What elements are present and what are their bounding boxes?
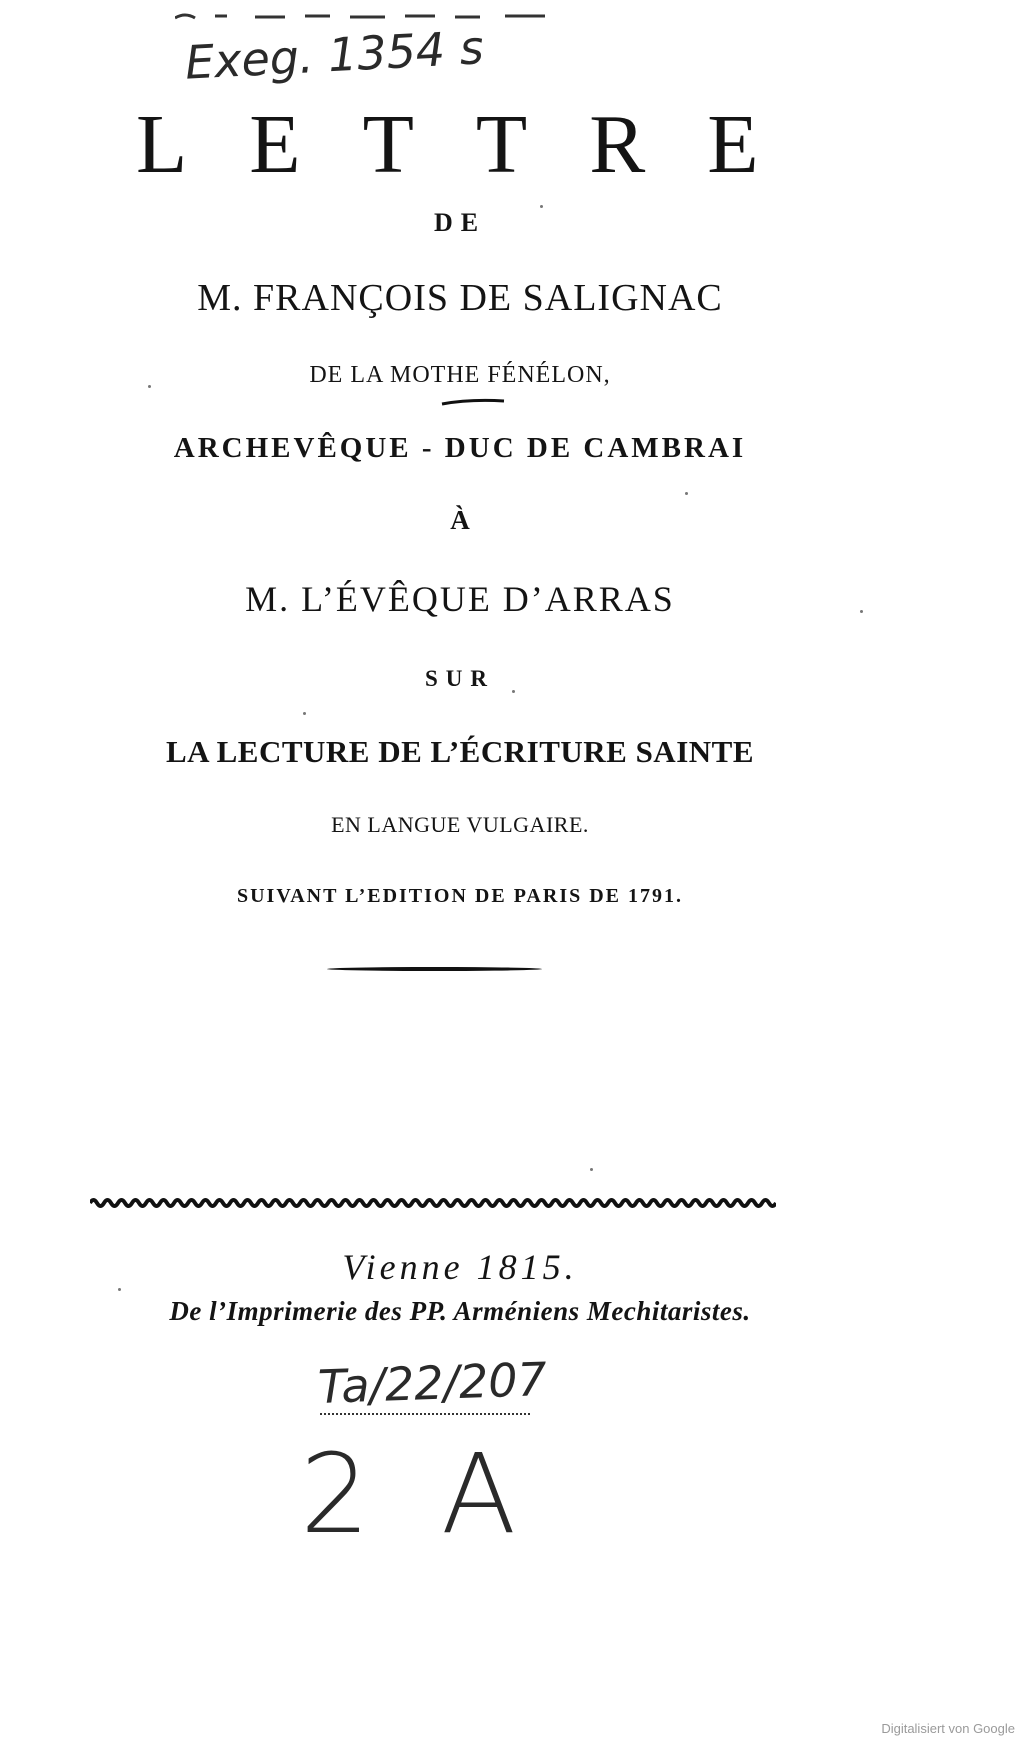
paper-speck xyxy=(148,385,151,388)
title-sur: SUR xyxy=(424,666,495,691)
call-number-dotted-line xyxy=(320,1413,530,1415)
imprint-printer: De l’Imprimerie des PP. Arméniens Mechitaristes. xyxy=(169,1296,751,1326)
edition-note: SUIVANT L’EDITION DE PARIS DE 1791. xyxy=(236,885,684,907)
subject-line2: EN LANGUE VULGAIRE. xyxy=(331,812,589,837)
top-handwritten-scribble xyxy=(175,10,565,22)
author-name-line2: DE LA MOTHE FÉNÉLON, xyxy=(309,362,611,388)
handwritten-call-number: Ta/22/207 xyxy=(317,1352,548,1414)
book-title: LETTRE xyxy=(136,98,821,191)
recipient: M. L’ÉVÊQUE D’ARRAS xyxy=(245,579,675,619)
paper-speck xyxy=(590,1168,593,1171)
paper-speck xyxy=(303,712,306,715)
author-office: ARCHEVÊQUE - DUC DE CAMBRAI xyxy=(173,432,747,464)
paper-speck xyxy=(512,690,515,693)
handwritten-volume-number: 2 A xyxy=(300,1430,535,1558)
paper-speck xyxy=(685,492,688,495)
decorative-rule xyxy=(327,967,542,971)
handwritten-shelfmark: Exeg. 1354 s xyxy=(183,20,485,90)
author-name: M. FRANÇOIS DE SALIGNAC xyxy=(197,277,723,319)
pen-underline-mark xyxy=(440,398,506,406)
title-a: À xyxy=(450,505,470,535)
paper-speck xyxy=(860,610,863,613)
wavy-ornamental-rule xyxy=(90,1196,776,1210)
digitization-watermark: Digitalisiert von Google xyxy=(881,1721,1015,1736)
paper-speck xyxy=(118,1288,121,1291)
imprint-place-year: Vienne 1815. xyxy=(342,1247,578,1287)
title-de: DE xyxy=(433,208,487,237)
paper-speck xyxy=(540,205,543,208)
subject: LA LECTURE DE L’ÉCRITURE SAINTE xyxy=(165,734,755,769)
